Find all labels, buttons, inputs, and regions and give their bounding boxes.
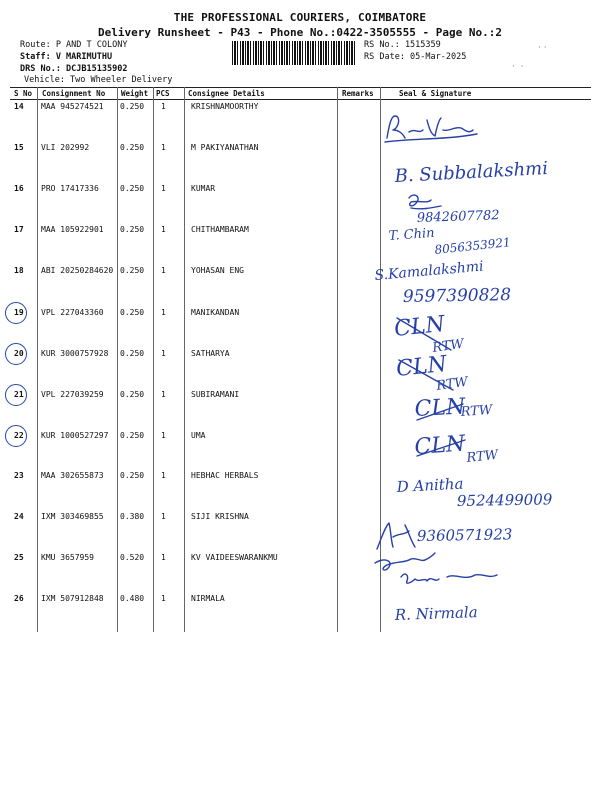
row-consignment: VPL 227039259 (41, 390, 104, 399)
rtw-mark: RTW (465, 447, 499, 466)
cln-mark: CLN (395, 351, 449, 382)
staff-label: Staff: V MARIMUTHU (20, 52, 113, 62)
row-consignee: SIJI KRISHNA (191, 512, 249, 521)
row-consignee: KRISHNAMOORTHY (191, 102, 259, 111)
row-consignee: KV VAIDEESWARANKMU (191, 553, 278, 562)
signature-row-25 (365, 547, 593, 593)
rtw-mark: RTW (435, 374, 469, 394)
row-weight: 0.250 (120, 431, 145, 440)
pen-circle-mark (5, 343, 27, 365)
cln-mark: CLN (413, 431, 466, 460)
vehicle-label: Vehicle: Two Wheeler Delivery (24, 75, 173, 85)
col-weight: Weight (121, 89, 149, 98)
row-weight: 0.250 (120, 390, 145, 399)
row-pcs: 1 (161, 349, 166, 358)
row-consignment: MAA 945274521 (41, 102, 104, 111)
row-pcs: 1 (161, 431, 166, 440)
row-sno: 23 (14, 471, 24, 480)
row-consignee: SUBIRAMANI (191, 390, 240, 399)
row-weight: 0.520 (120, 553, 145, 562)
table-header (10, 87, 591, 100)
row-consignee: YOHASAN ENG (191, 266, 244, 275)
sig-17-phone: 8056353921 (433, 235, 512, 257)
sig-23-name: D Anitha (396, 474, 464, 496)
rs-date: RS Date: 05-Mar-2025 (364, 52, 467, 62)
pen-circle-mark (5, 425, 27, 447)
sig-16-phone: 9842607782 (416, 208, 500, 226)
row-sno: 15 (14, 143, 24, 152)
row-consignment: ABI 20250284620 (41, 266, 114, 275)
signature-row-23 (365, 474, 593, 520)
row-sno: 25 (14, 553, 24, 562)
col-consignee: Consignee Details (188, 89, 265, 98)
signature-row-26 (365, 596, 593, 642)
row-weight: 0.250 (120, 225, 145, 234)
row-consignee: UMA (191, 431, 206, 440)
row-pcs: 1 (161, 471, 166, 480)
route-label: Route: P AND T COLONY (20, 40, 128, 50)
row-sno: 19 (14, 308, 24, 317)
row-pcs: 1 (161, 102, 166, 111)
stray-mark: · · (538, 43, 547, 53)
pen-circle-mark (5, 384, 27, 406)
signature-row-18 (365, 258, 593, 308)
row-consignee: M PAKIYANATHAN (191, 143, 259, 152)
rtw-mark: RTW (431, 336, 465, 356)
sig-23-phone: 9524499009 (456, 490, 553, 510)
row-consignee: SATHARYA (191, 349, 230, 358)
row-pcs: 1 (161, 308, 166, 317)
row-consignment: VPL 227043360 (41, 308, 104, 317)
row-consignment: IXM 507912848 (41, 594, 104, 603)
row-weight: 0.250 (120, 308, 145, 317)
signature-row-22 (365, 426, 593, 472)
stray-mark: · · (512, 62, 524, 72)
pen-circle-mark (5, 302, 27, 324)
row-consignment: KMU 3657959 (41, 553, 94, 562)
row-consignment: MAA 105922901 (41, 225, 104, 234)
row-sno: 21 (14, 390, 24, 399)
rtw-mark: RTW (460, 402, 493, 420)
row-pcs: 1 (161, 266, 166, 275)
row-consignment: KUR 1000527297 (41, 431, 109, 440)
cln-mark: CLN (414, 394, 466, 422)
barcode (232, 41, 356, 65)
sig-17-name: T. Chin (388, 225, 436, 244)
row-weight: 0.250 (120, 266, 145, 275)
signature-row-14 (365, 108, 593, 154)
row-pcs: 1 (161, 594, 166, 603)
row-pcs: 1 (161, 225, 166, 234)
row-sno: 14 (14, 102, 24, 111)
rs-number: RS No.: 1515359 (364, 40, 441, 50)
row-consignment: IXM 303469855 (41, 512, 104, 521)
sig-15-text: B. Subbalakshmi (394, 157, 549, 187)
col-consignment: Consignment No (42, 89, 106, 98)
row-consignment: MAA 302655873 (41, 471, 104, 480)
row-pcs: 1 (161, 184, 166, 193)
row-consignee: CHITHAMBARAM (191, 225, 249, 234)
row-consignee: NIRMALA (191, 594, 225, 603)
runsheet-subtitle: Delivery Runsheet - P43 - Phone No.:0422-3505555 - Page No.:2 (98, 26, 502, 39)
col-sno: S No (14, 89, 33, 98)
cln-mark: CLN (393, 311, 447, 342)
col-remarks: Remarks (342, 89, 374, 98)
row-weight: 0.250 (120, 102, 145, 111)
row-sno: 24 (14, 512, 24, 521)
row-weight: 0.250 (120, 349, 145, 358)
row-sno: 18 (14, 266, 24, 275)
row-consignment: PRO 17417336 (41, 184, 99, 193)
row-weight: 0.380 (120, 512, 145, 521)
col-pcs: PCS (156, 89, 170, 98)
sig-18-name: S.Kamalakshmi (373, 258, 485, 284)
row-consignee: MANIKANDAN (191, 308, 240, 317)
row-consignment: KUR 3000757928 (41, 349, 109, 358)
sig-24-phone: 9360571923 (416, 525, 513, 545)
row-sno: 20 (14, 349, 24, 358)
row-sno: 17 (14, 225, 24, 234)
row-weight: 0.250 (120, 471, 145, 480)
row-consignee: KUMAR (191, 184, 216, 193)
col-signature: Seal & Signature (399, 89, 472, 98)
row-pcs: 1 (161, 390, 166, 399)
row-consignment: VLI 202992 (41, 143, 90, 152)
row-pcs: 1 (161, 512, 166, 521)
row-sno: 16 (14, 184, 24, 193)
sig-26-text: R. Nirmala (394, 603, 478, 624)
row-sno: 22 (14, 431, 24, 440)
company-title: THE PROFESSIONAL COURIERS, COIMBATORE (173, 11, 427, 24)
sig-18-phone: 9597390828 (402, 285, 512, 307)
row-consignee: HEBHAC HERBALS (191, 471, 259, 480)
drs-number: DRS No.: DCJB15135902 (20, 64, 128, 74)
row-weight: 0.250 (120, 143, 145, 152)
row-sno: 26 (14, 594, 24, 603)
row-weight: 0.250 (120, 184, 145, 193)
row-pcs: 1 (161, 143, 166, 152)
row-pcs: 1 (161, 553, 166, 562)
row-weight: 0.480 (120, 594, 145, 603)
